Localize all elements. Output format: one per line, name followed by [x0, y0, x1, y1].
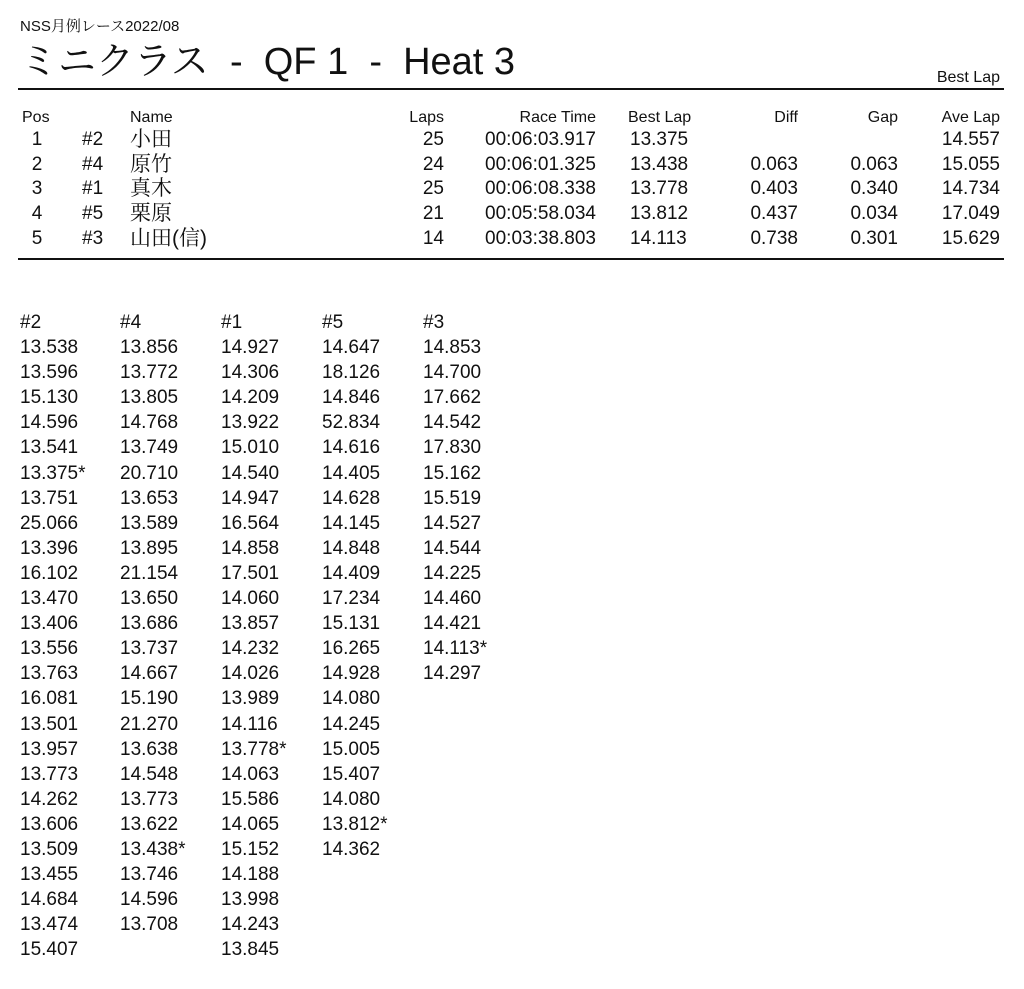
race-time-column-header: Race Time	[519, 109, 596, 126]
result-laps: 25	[422, 178, 444, 200]
lap-time-cell: 14.262	[20, 788, 79, 810]
lap-time-cell: 14.846	[322, 387, 381, 409]
lap-time-cell: 15.162	[423, 462, 482, 484]
best-lap-column-header: Best Lap	[628, 109, 692, 126]
result-laps: 21	[422, 203, 444, 225]
lap-time-column	[20, 310, 86, 962]
lap-time-cell: 14.080	[322, 688, 381, 710]
result-best-lap: 13.778	[630, 178, 689, 200]
lap-time-cell: 14.188	[221, 864, 280, 886]
lap-time-cell: 13.773	[120, 788, 179, 810]
result-diff: 0.437	[750, 203, 798, 225]
lap-time-cell: 14.026	[221, 663, 280, 685]
result-position: 5	[31, 227, 43, 249]
lap-time-cell: 14.113*	[423, 638, 488, 660]
lap-time-cell: 14.853	[423, 337, 482, 359]
lap-time-cell: 15.586	[221, 788, 280, 810]
lap-time-cell: 14.947	[221, 487, 280, 509]
result-laps: 14	[422, 227, 444, 249]
result-race-time: 00:03:38.803	[485, 227, 596, 249]
lap-column-car-number: #2	[20, 312, 42, 333]
lap-time-cell: 13.622	[120, 813, 179, 835]
result-car-number: #3	[82, 227, 104, 249]
lap-time-cell: 14.540	[221, 462, 280, 484]
lap-time-cell: 14.116	[221, 713, 278, 735]
lap-time-cell: 13.773	[20, 763, 79, 785]
lap-time-cell: 14.548	[120, 763, 179, 785]
lap-time-cell: 14.405	[322, 462, 381, 484]
lap-time-cell: 13.650	[120, 588, 179, 610]
lap-time-cell: 14.684	[20, 889, 79, 911]
result-driver-name: 真木	[130, 177, 172, 201]
lap-time-cell: 14.060	[221, 588, 280, 610]
lap-time-cell: 14.542	[423, 412, 482, 434]
lap-time-cell: 13.857	[221, 613, 280, 635]
result-best-lap: 13.375	[630, 129, 689, 150]
lap-time-cell: 14.848	[322, 537, 381, 559]
lap-time-cell: 13.596	[20, 362, 79, 384]
lap-time-cell: 13.538	[20, 337, 79, 359]
lap-time-cell: 14.409	[322, 562, 381, 584]
lap-time-cell: 14.544	[423, 537, 482, 559]
result-gap: 0.301	[850, 227, 898, 249]
lap-time-cell: 14.063	[221, 763, 280, 785]
result-driver-name: 山田(信)	[130, 226, 207, 250]
sort-order-label: Best Lap	[936, 69, 1000, 86]
lap-time-cell: 14.667	[120, 663, 179, 685]
result-laps: 25	[422, 129, 444, 150]
result-driver-name: 小田	[130, 128, 172, 151]
lap-time-cell: 14.243	[221, 914, 280, 936]
lap-time-cell: 13.772	[120, 362, 179, 384]
result-car-number: #1	[82, 178, 104, 200]
ave-lap-column-header: Ave Lap	[941, 109, 1000, 126]
result-best-lap: 13.812	[630, 203, 689, 225]
lap-time-cell: 15.407	[20, 939, 79, 961]
lap-time-cell: 15.407	[322, 763, 381, 785]
result-race-time: 00:06:01.325	[485, 153, 596, 175]
lap-time-cell: 13.509	[20, 838, 79, 860]
result-car-number: #4	[82, 153, 104, 175]
lap-time-cell: 14.596	[20, 412, 79, 434]
result-row	[0, 153, 1024, 178]
lap-column-car-number: #4	[120, 312, 142, 333]
lap-time-column	[120, 310, 186, 937]
lap-time-cell: 13.737	[120, 638, 179, 660]
lap-time-cell: 13.474	[20, 914, 79, 936]
lap-time-cell: 13.375*	[20, 462, 86, 484]
result-ave-lap: 14.557	[941, 129, 1000, 150]
lap-time-column	[322, 310, 388, 862]
lap-time-cell: 13.746	[120, 864, 179, 886]
result-position: 1	[31, 129, 43, 150]
lap-time-cell: 14.596	[120, 889, 179, 911]
header-rule	[18, 88, 1004, 90]
lap-time-cell: 14.700	[423, 362, 482, 384]
event-name: NSS月例レース2022/08	[20, 18, 180, 35]
result-driver-name: 栗原	[130, 202, 172, 226]
lap-time-cell: 14.145	[322, 512, 381, 534]
lap-time-cell: 13.749	[120, 437, 179, 459]
lap-time-cell: 13.638	[120, 738, 179, 760]
lap-time-cell: 13.589	[120, 512, 179, 534]
result-row	[0, 202, 1024, 227]
result-diff: 0.738	[750, 227, 798, 249]
lap-time-cell: 13.895	[120, 537, 179, 559]
result-ave-lap: 15.629	[941, 227, 1000, 249]
lap-time-cell: 13.653	[120, 487, 179, 509]
result-race-time: 00:05:58.034	[485, 203, 596, 225]
result-race-time: 00:06:03.917	[485, 129, 596, 150]
lap-time-cell: 13.406	[20, 613, 79, 635]
lap-time-cell: 13.989	[221, 688, 280, 710]
lap-time-cell: 16.564	[221, 512, 280, 534]
lap-time-cell: 13.606	[20, 813, 79, 835]
lap-time-cell: 13.998	[221, 889, 280, 911]
heat-title: ミニクラス - QF 1 - Heat 3	[20, 41, 516, 83]
lap-time-cell: 15.010	[221, 437, 280, 459]
lap-column-car-number: #3	[423, 312, 445, 333]
lap-time-cell: 20.710	[120, 462, 179, 484]
lap-time-cell: 13.763	[20, 663, 79, 685]
lap-time-cell: 14.245	[322, 713, 381, 735]
lap-time-cell: 13.708	[120, 914, 179, 936]
lap-time-cell: 21.270	[120, 713, 179, 735]
result-position: 2	[31, 153, 43, 175]
lap-time-cell: 13.856	[120, 337, 179, 359]
lap-time-cell: 17.501	[221, 562, 280, 584]
lap-time-cell: 15.130	[20, 387, 79, 409]
lap-time-cell: 13.396	[20, 537, 79, 559]
lap-time-cell: 17.234	[322, 588, 381, 610]
result-row	[0, 227, 1024, 252]
result-driver-name: 原竹	[130, 152, 172, 176]
lap-time-cell: 14.306	[221, 362, 280, 384]
lap-time-cell: 14.928	[322, 663, 381, 685]
lap-time-cell: 18.126	[322, 362, 381, 384]
result-diff: 0.403	[750, 178, 798, 200]
result-row	[0, 177, 1024, 202]
lap-time-cell: 13.805	[120, 387, 179, 409]
lap-time-cell: 13.438*	[120, 838, 186, 860]
lap-time-cell: 21.154	[120, 562, 179, 584]
result-ave-lap: 15.055	[941, 153, 1000, 175]
laps-column-header: Laps	[409, 109, 444, 126]
result-row	[0, 128, 1024, 153]
lap-time-cell: 14.362	[322, 838, 381, 860]
lap-time-cell: 14.225	[423, 562, 482, 584]
lap-time-cell: 14.858	[221, 537, 280, 559]
lap-time-cell: 14.768	[120, 412, 179, 434]
lap-time-cell: 14.297	[423, 663, 482, 685]
lap-time-cell: 14.460	[423, 588, 482, 610]
lap-time-cell: 14.080	[322, 788, 381, 810]
result-best-lap: 14.113	[630, 227, 687, 249]
result-gap: 0.034	[850, 203, 898, 225]
lap-time-column	[221, 310, 287, 962]
lap-time-cell: 14.647	[322, 337, 381, 359]
lap-column-car-number: #5	[322, 312, 344, 333]
lap-time-cell: 14.927	[221, 337, 280, 359]
result-position: 3	[31, 178, 43, 200]
lap-time-cell: 13.922	[221, 412, 280, 434]
lap-column-car-number: #1	[221, 312, 243, 333]
lap-time-cell: 16.081	[20, 688, 79, 710]
results-bottom-rule	[18, 258, 1004, 260]
result-ave-lap: 17.049	[941, 203, 1000, 225]
diff-column-header: Diff	[774, 109, 798, 126]
lap-time-cell: 14.421	[423, 613, 482, 635]
result-position: 4	[31, 203, 43, 225]
results-header-row	[0, 108, 1024, 128]
lap-time-cell: 13.845	[221, 939, 280, 961]
result-gap: 0.340	[850, 178, 898, 200]
pos-column-header: Pos	[22, 109, 50, 126]
lap-time-cell: 25.066	[20, 512, 79, 534]
result-car-number: #2	[82, 129, 104, 150]
result-laps: 24	[422, 153, 444, 175]
lap-time-cell: 13.541	[20, 437, 79, 459]
name-column-header: Name	[130, 109, 173, 126]
lap-time-cell: 13.778*	[221, 738, 287, 760]
lap-time-column	[423, 310, 487, 686]
lap-time-cell: 14.527	[423, 512, 482, 534]
lap-time-cell: 13.501	[20, 713, 79, 735]
result-best-lap: 13.438	[630, 153, 689, 175]
result-diff: 0.063	[750, 153, 798, 175]
lap-time-cell: 14.616	[322, 437, 381, 459]
lap-time-cell: 14.232	[221, 638, 280, 660]
lap-time-cell: 15.519	[423, 487, 482, 509]
result-gap: 0.063	[850, 153, 898, 175]
lap-time-cell: 13.686	[120, 613, 179, 635]
lap-time-cell: 13.957	[20, 738, 79, 760]
lap-time-cell: 52.834	[322, 412, 381, 434]
lap-time-cell: 15.152	[221, 838, 280, 860]
lap-time-cell: 15.131	[322, 613, 381, 635]
lap-time-cell: 15.190	[120, 688, 179, 710]
lap-time-cell: 14.065	[221, 813, 280, 835]
lap-time-cell: 13.812*	[322, 813, 388, 835]
lap-time-cell: 13.556	[20, 638, 79, 660]
gap-column-header: Gap	[867, 109, 898, 126]
results-table	[0, 108, 1024, 251]
lap-time-cell: 14.209	[221, 387, 280, 409]
lap-time-cell: 15.005	[322, 738, 381, 760]
lap-time-cell: 16.102	[20, 562, 79, 584]
lap-time-cell: 13.751	[20, 487, 79, 509]
lap-time-cell: 17.662	[423, 387, 482, 409]
result-ave-lap: 14.734	[941, 178, 1000, 200]
lap-time-cell: 17.830	[423, 437, 482, 459]
lap-time-cell: 14.628	[322, 487, 381, 509]
lap-time-cell: 16.265	[322, 638, 381, 660]
lap-time-cell: 13.470	[20, 588, 79, 610]
result-race-time: 00:06:08.338	[485, 178, 596, 200]
lap-time-cell: 13.455	[20, 864, 79, 886]
result-car-number: #5	[82, 203, 104, 225]
